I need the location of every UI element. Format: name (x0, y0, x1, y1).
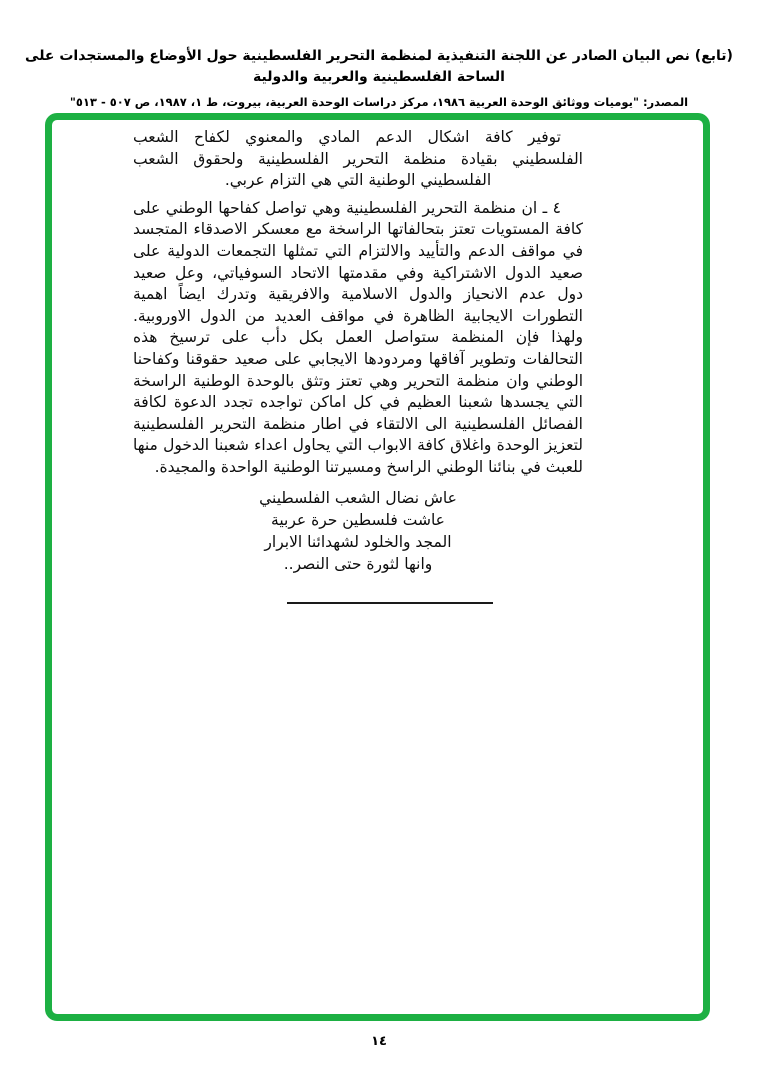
source-citation: المصدر: "يوميات ووثائق الوحدة العربية ١٩٨٦، مركز دراسات الوحدة العربية، بيروت، ط ١، ١٩٨٧، ص ٥٠٧ - ٥١٣" (69, 95, 689, 109)
slogan-line: المجد والخلود لشهدائنا الابرار (264, 532, 452, 551)
page-header-title: (تابع) نص البيان الصادر عن اللجنة التنفيذية لمنظمة التحرير الفلسطينية حول الأوضاع والمستجدات على الساحة الفلسطينية والعربية والدولية (25, 48, 733, 85)
paragraph-item-4: ٤ ـ ان منظمة التحرير الفلسطينية وهي تواصل كفاحها الوطني على كافة المستويات تعتز بتحالفاتها الراسخة مع معسكر الاصدقاء المتجسد في مواقف الدعم والتأييد والالتزام التي تمثلها التجمعات الدولية على صعيد الدول الاشتراكية وفي مقدمتها الاتحاد السوفياتي، وعل صعيد دول عدم الانحياز والدول الاسلامية والافريقية وتدرك ايضاً اهمية التطورات الايجابية الظاهرة في مواقف العديد من الدول الاوروبية. ولهذا فإن المنظمة ستواصل العمل بكل دأب على ترسيخ هذه التحالفات وتطوير آفاقها ومردودها الايجابي على صعيد حقوقنا وكفاحنا الوطني وان منظمة التحرير وهي تعتز وتثق بالوحدة الوطنية الراسخة التي يجسدها شعبنا العظيم في كل اماكن تواجده تجدد الدعوة لكافة الفصائل الفلسطينية الى الالتقاء في اطار منظمة التحرير الفلسطينية لتعزيز الوحدة واغلاق كافة الابواب التي يحاول اعداء شعبنا الدخول منها للعبث في بنائنا الوطني الراسخ ومسيرتنا الوطنية الواحدة والمجيدة. (133, 198, 583, 476)
page-number: ١٤ (371, 1034, 387, 1049)
slogan-line: عاشت فلسطين حرة عربية (271, 510, 445, 529)
slogan-line: وانها لثورة حتى النصر.. (283, 554, 433, 573)
document-body (133, 127, 583, 604)
closing-slogans (133, 487, 583, 575)
closing-rule (287, 602, 493, 604)
paragraph-continuation: توفير كافة اشكال الدعم المادي والمعنوي لكفاح الشعب الفلسطيني بقيادة منظمة التحرير الفلسطينية ولحقوق الشعب الفلسطيني الوطنية التي هي التزام عربي. (133, 128, 583, 190)
page-header-block (8, 46, 750, 109)
slogan-line: عاش نضال الشعب الفلسطيني (259, 488, 457, 507)
